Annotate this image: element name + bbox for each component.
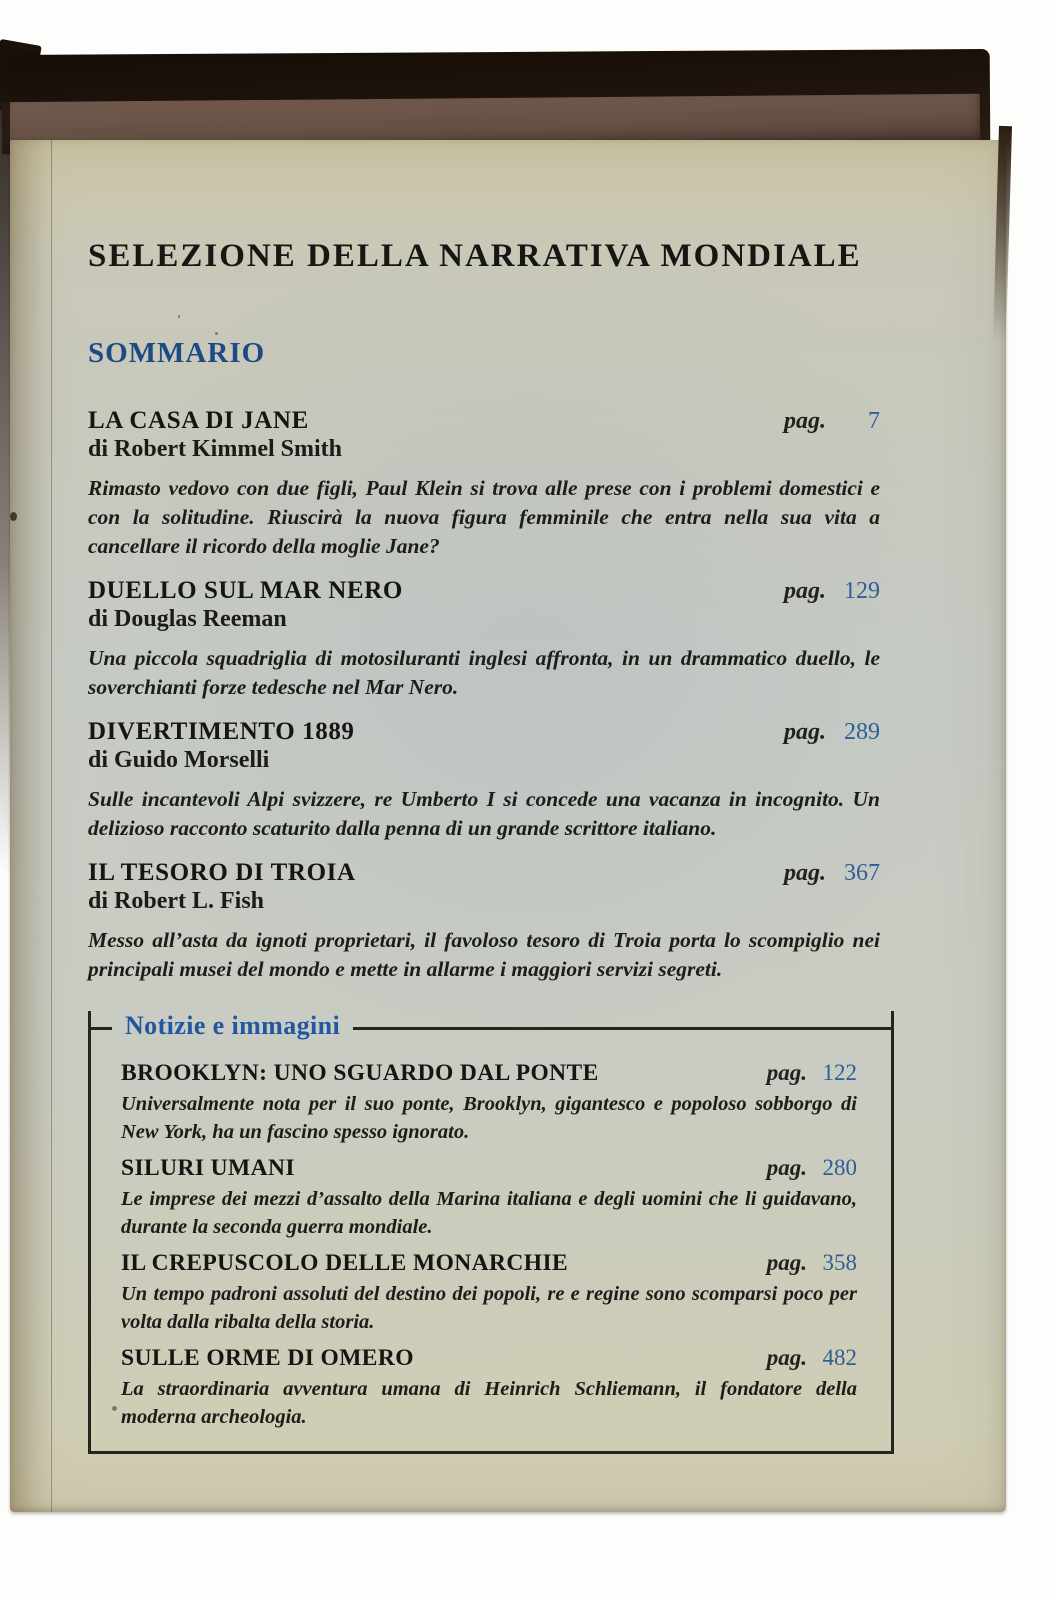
entry-author: di Guido Morselli xyxy=(88,747,270,773)
pag-label: pag. xyxy=(766,1155,807,1180)
entry-page-ref xyxy=(767,1155,857,1181)
page-right-edge-notch xyxy=(993,126,1012,341)
entry-page-number: 280 xyxy=(822,1155,857,1180)
entry-description: Rimasto vedovo con due figli, Paul Klein si trova alle prese con i problemi domestici e con la solitudine. Riuscirà la nuova figura femminile che entra nella sua vita a cancellare il ricordo della moglie Jane? xyxy=(88,476,880,558)
entry-author: di Douglas Reeman xyxy=(88,606,287,632)
entry-head xyxy=(121,1154,857,1182)
entry-page-number: 482 xyxy=(822,1345,857,1370)
box-border-segment xyxy=(88,1027,112,1030)
entry-title: IL CREPUSCOLO DELLE MONARCHIE xyxy=(121,1250,569,1276)
box-entry xyxy=(121,1059,857,1146)
entry-title: BROOKLYN: UNO SGUARDO DAL PONTE xyxy=(121,1060,599,1086)
entry-titles xyxy=(88,858,356,916)
toc-entries xyxy=(88,406,880,984)
toc-entry xyxy=(88,858,880,984)
entry-head xyxy=(88,717,880,775)
notizie-box xyxy=(88,1011,894,1454)
entry-title: LA CASA DI JANE xyxy=(88,407,309,434)
entry-page-number: 367 xyxy=(844,860,880,886)
toc-entry xyxy=(88,406,880,561)
entry-titles xyxy=(88,576,403,634)
page-title: SELEZIONE DELLA NARRATIVA MONDIALE xyxy=(88,238,862,274)
entry-description: Messo all’asta da ignoti proprietari, il favoloso tesoro di Troia porta lo scompiglio nei principali musei del mondo e mette in allarme i maggiori servizi segreti. xyxy=(88,928,880,981)
box-border-segment xyxy=(353,1027,894,1030)
pag-label: pag. xyxy=(784,578,826,604)
entry-title: SULLE ORME DI OMERO xyxy=(121,1345,414,1371)
notizie-box-header xyxy=(88,1011,894,1045)
entry-page-ref xyxy=(784,719,880,746)
entry-head xyxy=(121,1059,857,1087)
paper-speck xyxy=(10,512,17,521)
box-entry xyxy=(121,1154,857,1241)
entry-description: Le imprese dei mezzi d’assalto della Marina italiana e degli uomini che li guidavano, durante la seconda guerra mondiale. xyxy=(121,1188,857,1238)
book-spine-sliver xyxy=(0,95,10,875)
notizie-box-title: Notizie e immagini xyxy=(125,1011,341,1040)
pag-label: pag. xyxy=(784,719,826,745)
entry-page-ref xyxy=(767,1250,857,1276)
box-entry xyxy=(121,1249,857,1336)
entry-title: DUELLO SUL MAR NERO xyxy=(88,577,403,604)
entry-head xyxy=(88,858,880,916)
entry-page-ref xyxy=(784,578,880,605)
entry-page-number: 129 xyxy=(844,578,880,604)
pag-label: pag. xyxy=(766,1250,807,1275)
box-entry xyxy=(121,1344,857,1431)
page-left-edge-shade xyxy=(10,140,52,1512)
entry-page-ref xyxy=(784,860,880,887)
entry-page-number: 358 xyxy=(822,1250,857,1275)
entry-title: DIVERTIMENTO 1889 xyxy=(88,718,355,745)
pag-label: pag. xyxy=(766,1345,807,1370)
entry-head xyxy=(88,406,880,464)
entry-head xyxy=(121,1344,857,1372)
entry-titles xyxy=(88,406,342,464)
entry-description: Una piccola squadriglia di motosiluranti inglesi affronta, in un drammatico duello, le soverchianti forze tedesche nel Mar Nero. xyxy=(88,646,880,699)
book-page xyxy=(10,140,1006,1512)
entry-author: di Robert L. Fish xyxy=(88,888,265,914)
entry-description: La straordinaria avventura umana di Heinrich Schliemann, il fondatore della moderna archeologia. xyxy=(121,1378,857,1428)
entry-description: Sulle incantevoli Alpi svizzere, re Umberto I si concede una vacanza in incognito. Un delizioso racconto scaturito dalla penna di un grande scrittore italiano. xyxy=(88,787,880,840)
entry-head xyxy=(121,1249,857,1277)
entry-author: di Robert Kimmel Smith xyxy=(88,436,342,462)
entry-page-ref xyxy=(767,1345,857,1371)
section-heading-sommario: SOMMARIO xyxy=(88,337,266,369)
entry-title: SILURI UMANI xyxy=(121,1155,295,1181)
entry-page-number: 122 xyxy=(822,1060,857,1085)
entry-page-number: 289 xyxy=(844,719,880,745)
entry-description: Universalmente nota per il suo ponte, Brooklyn, gigantesco e popoloso sobborgo di New York, ha un fascino spesso ignorato. xyxy=(121,1093,857,1143)
pag-label: pag. xyxy=(766,1060,807,1085)
entry-page-ref xyxy=(767,1060,857,1086)
pag-label: pag. xyxy=(784,860,826,886)
entry-page-number: 7 xyxy=(868,408,880,434)
entry-title: IL TESORO DI TROIA xyxy=(88,859,356,886)
toc-entry xyxy=(88,717,880,843)
notizie-box-body xyxy=(91,1045,891,1451)
pag-label: pag. xyxy=(784,408,826,434)
entry-head xyxy=(88,576,880,634)
entry-page-ref xyxy=(784,408,880,435)
toc-entry xyxy=(88,576,880,702)
page-content xyxy=(88,140,880,1454)
entry-description: Un tempo padroni assoluti del destino dei popoli, re e regine sono scomparsi poco per volta dalla ribalta della storia. xyxy=(121,1283,857,1333)
entry-titles xyxy=(88,717,355,775)
